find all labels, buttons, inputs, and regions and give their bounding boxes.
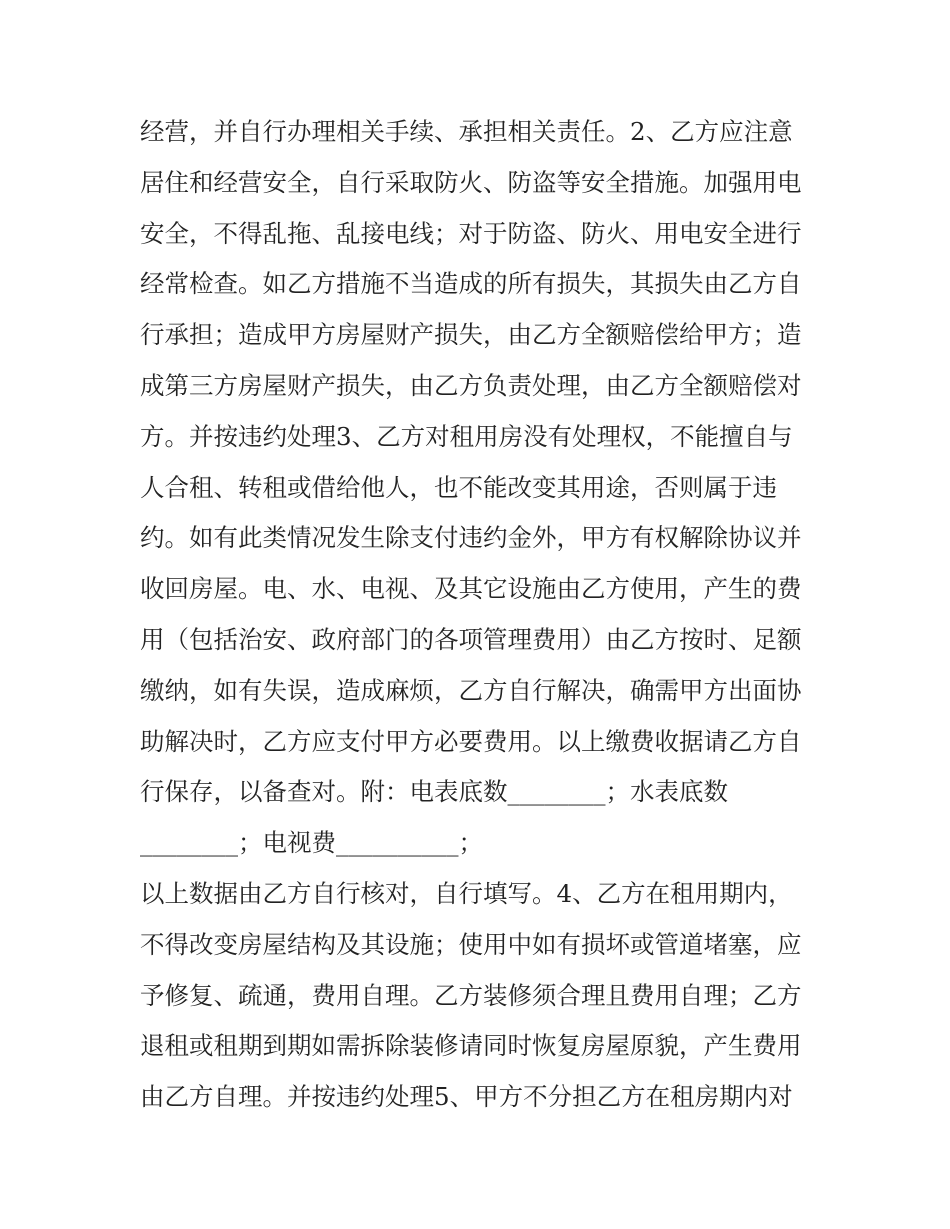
text-line: 居住和经营安全，自行采取防火、防盗等安全措施。加强用电	[140, 167, 802, 197]
text-line: 安全，不得乱拖、乱接电线；对于防盗、防火、用电安全进行	[140, 218, 802, 248]
text-line: 用（包括治安、政府部门的各项管理费用）由乙方按时、足额	[140, 624, 802, 654]
text-line: 予修复、疏通，费用自理。乙方装修须合理且费用自理；乙方	[140, 980, 802, 1010]
text-line: ________；电视费__________；	[140, 828, 483, 858]
text-line: 缴纳，如有失误，造成麻烦，乙方自行解决，确需甲方出面协	[140, 675, 802, 705]
text-line: 人合租、转租或借给他人，也不能改变其用途，否则属于违	[140, 472, 777, 502]
text-line: 行承担；造成甲方房屋财产损失，由乙方全额赔偿给甲方；造	[140, 320, 802, 350]
text-line: 不得改变房屋结构及其设施；使用中如有损坏或管道堵塞，应	[140, 929, 802, 959]
text-line: 经营，并自行办理相关手续、承担相关责任。2、乙方应注意	[140, 117, 793, 146]
text-line: 退租或租期到期如需拆除装修请同时恢复房屋原貌，产生费用	[140, 1031, 802, 1061]
document-body	[140, 107, 820, 1123]
text-line: 经常检查。如乙方措施不当造成的所有损失，其损失由乙方自	[140, 269, 802, 299]
text-line: 以上数据由乙方自行核对，自行填写。4、乙方在租用期内，	[140, 878, 793, 908]
text-line: 约。如有此类情况发生除支付违约金外，甲方有权解除协议并	[140, 523, 802, 553]
text-line: 方。并按违约处理3、乙方对租用房没有处理权，不能擅自与	[140, 421, 793, 451]
text-line: 收回房屋。电、水、电视、及其它设施由乙方使用，产生的费	[140, 574, 802, 604]
text-line: 由乙方自理。并按违约处理5、甲方不分担乙方在租房期内对	[140, 1082, 793, 1112]
text-line: 助解决时，乙方应支付甲方必要费用。以上缴费收据请乙方自	[140, 726, 802, 756]
text-line: 行保存，以备查对。附：电表底数________；水表底数	[140, 777, 728, 807]
text-line: 成第三方房屋财产损失，由乙方负责处理，由乙方全额赔偿对	[140, 370, 802, 400]
